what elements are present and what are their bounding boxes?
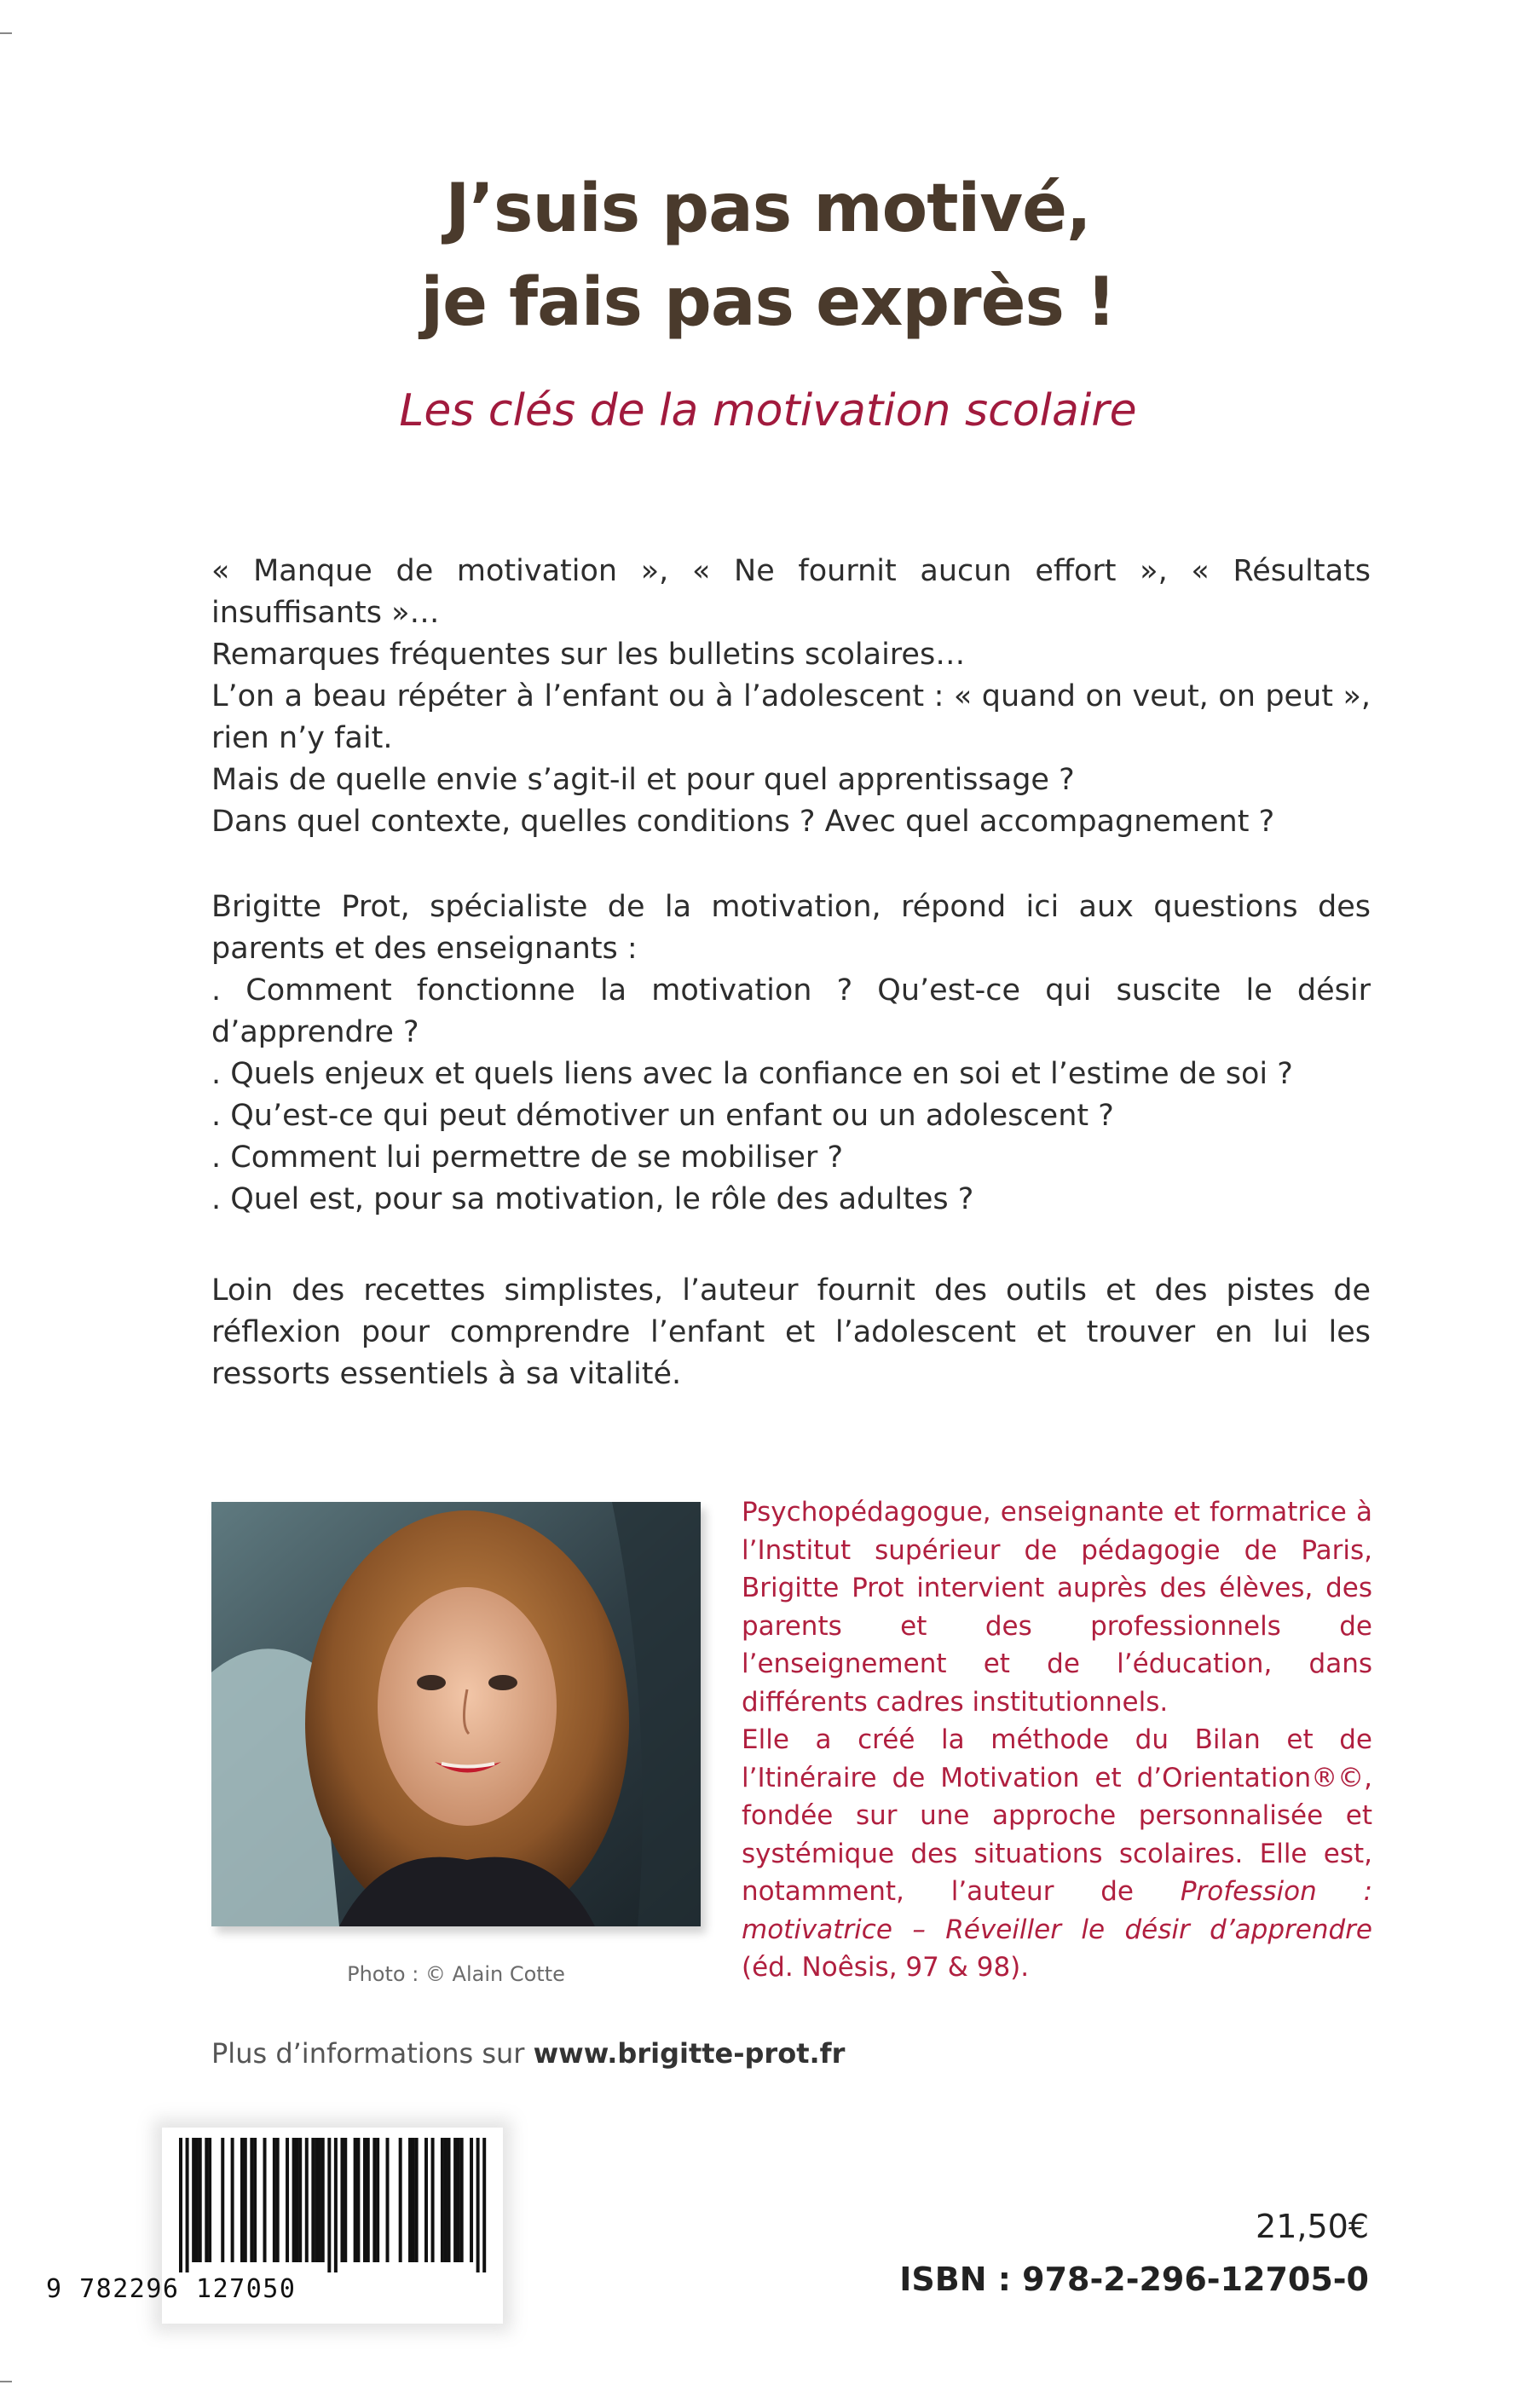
barcode-bar [356, 2138, 360, 2262]
book-title-line-2: je fais pas exprès ! [420, 264, 1116, 341]
price: 21,50€ [1256, 2208, 1369, 2245]
barcode-bar [441, 2138, 444, 2262]
barcode-bar [315, 2138, 318, 2262]
barcode-bar [444, 2138, 448, 2262]
barcode-bar [276, 2138, 280, 2262]
blurb-line: « Manque de motivation », « Ne fournit aucun effort », « Résultats insuffisants »… [211, 554, 1371, 630]
book-subtitle: Les clés de la motivation scolaire [399, 385, 1137, 436]
barcode-bar [195, 2138, 199, 2262]
barcode-bar [311, 2138, 315, 2262]
blurb-line: Mais de quelle envie s’agit-il et pour quel apprentissage ? [211, 763, 1075, 797]
barcode-bar [250, 2138, 253, 2262]
question-item: . Comment fonctionne la motivation ? Qu’est-ce qui suscite le désir d’apprendre ? [211, 973, 1371, 1049]
book-title [0, 162, 1536, 349]
blurb-paragraph-2 [211, 886, 1371, 1221]
barcode-bar [273, 2138, 276, 2262]
barcode-bar [292, 2138, 296, 2262]
author-portrait-image [211, 1502, 701, 1926]
barcode-bar [192, 2138, 195, 2262]
more-info-label: Plus d’informations sur [211, 2037, 534, 2070]
barcode-bar [340, 2138, 344, 2262]
photo-credit: Photo : © Alain Cotte [347, 1962, 565, 1986]
bio-book-title: Profession : motivatrice – Réveiller le désir d’apprendre [742, 1876, 1373, 1945]
barcode-bar [208, 2138, 211, 2262]
barcode-bar [305, 2138, 309, 2262]
barcode-bar [424, 2138, 428, 2262]
author-photo [211, 1502, 701, 1926]
barcode-bar [327, 2138, 331, 2272]
barcode-bar [244, 2138, 247, 2262]
barcode-bar [295, 2138, 298, 2262]
blurb-line: Remarques fréquentes sur les bulletins scolaires… [211, 638, 966, 672]
barcode-bar [399, 2138, 402, 2262]
bio-paragraph-1: Psychopédagogue, enseignante et formatrice à l’Institut supérieur de pédagogie de Paris, Brigitte Prot intervient auprès des élèves, des parents et des professionnels de l’enseignement et de l’éducation, dans différents cadres institutionnels. [742, 1497, 1372, 1718]
barcode-bar [179, 2138, 182, 2272]
blurb-paragraph-3 [211, 1270, 1371, 1395]
bio-publisher: (éd. Noêsis, 97 & 98). [742, 1952, 1030, 1983]
barcode-bar [286, 2138, 289, 2262]
barcode-bar [298, 2138, 302, 2262]
barcode-bar [253, 2138, 257, 2262]
barcode-bar [482, 2138, 486, 2272]
book-title-line-1: J’suis pas motivé, [445, 170, 1091, 247]
question-item: . Quel est, pour sa motivation, le rôle des adultes ? [211, 1182, 974, 1216]
barcode-bar [334, 2138, 338, 2272]
crop-mark [0, 2381, 12, 2382]
blurb-paragraph-1 [211, 551, 1371, 843]
barcode-bar [263, 2138, 267, 2262]
barcode-bar [321, 2138, 325, 2262]
bio-text: Elle a créé la méthode du Bilan et de l’Itinéraire de Motivation et d’Orientation®©, fondée sur une approche personnalisée et systémique des situations scolaires. Elle est, notamment, l’auteur de [742, 1724, 1372, 1907]
blurb-line: L’on a beau répéter à l’enfant ou à l’adolescent : « quand on veut, on peut », rien n’y fait. [211, 679, 1371, 755]
barcode-bar [457, 2138, 460, 2262]
barcode-bar [354, 2138, 357, 2262]
bio-paragraph-2 [742, 1721, 1372, 1987]
question-item: . Comment lui permettre de se mobiliser ? [211, 1140, 844, 1175]
barcode-bar [415, 2138, 419, 2262]
blurb-intro: Brigitte Prot, spécialiste de la motivation, répond ici aux questions des parents et des enseignants : [211, 890, 1371, 966]
barcode-bar [460, 2138, 464, 2262]
barcode-bar [344, 2138, 347, 2262]
barcode-bars [162, 2128, 503, 2272]
blurb-conclusion: Loin des recettes simplistes, l’auteur fournit des outils et des pistes de réflexion pour comprendre l’enfant et l’adolescent et trouver en lui les ressorts essentiels à sa vitalité. [211, 1273, 1371, 1391]
author-bio [742, 1493, 1372, 1987]
more-info [211, 2037, 845, 2070]
barcode-bar [231, 2138, 234, 2262]
barcode-digits: 9 782296 127050 [46, 2274, 297, 2304]
barcode-bar [367, 2138, 370, 2262]
question-item: . Quels enjeux et quels liens avec la confiance en soi et l’estime de soi ? [211, 1057, 1293, 1091]
barcode-bar [221, 2138, 224, 2262]
barcode-bar [408, 2138, 412, 2262]
barcode-bar [431, 2138, 435, 2262]
barcode-bar [205, 2138, 208, 2262]
barcode-bar [476, 2138, 480, 2272]
barcode-bar [186, 2138, 189, 2272]
barcode-bar [412, 2138, 415, 2262]
barcode-bar [318, 2138, 321, 2262]
question-item: . Qu’est-ce qui peut démotiver un enfant ou un adolescent ? [211, 1099, 1114, 1133]
isbn: ISBN : 978-2-296-12705-0 [899, 2261, 1369, 2298]
barcode-bar [453, 2138, 457, 2262]
crop-mark [0, 32, 12, 34]
blurb-line: Dans quel contexte, quelles conditions ? Avec quel accompagnement ? [211, 805, 1275, 839]
barcode-bar [470, 2138, 473, 2262]
barcode-bar [363, 2138, 367, 2262]
barcode-bar [376, 2138, 379, 2262]
barcode-bar [199, 2138, 202, 2262]
barcode-bar [386, 2138, 390, 2262]
barcode-bar [448, 2138, 451, 2262]
barcode-bar [372, 2138, 376, 2262]
barcode-bar [240, 2138, 244, 2262]
website-link[interactable]: www.brigitte-prot.fr [533, 2037, 846, 2070]
